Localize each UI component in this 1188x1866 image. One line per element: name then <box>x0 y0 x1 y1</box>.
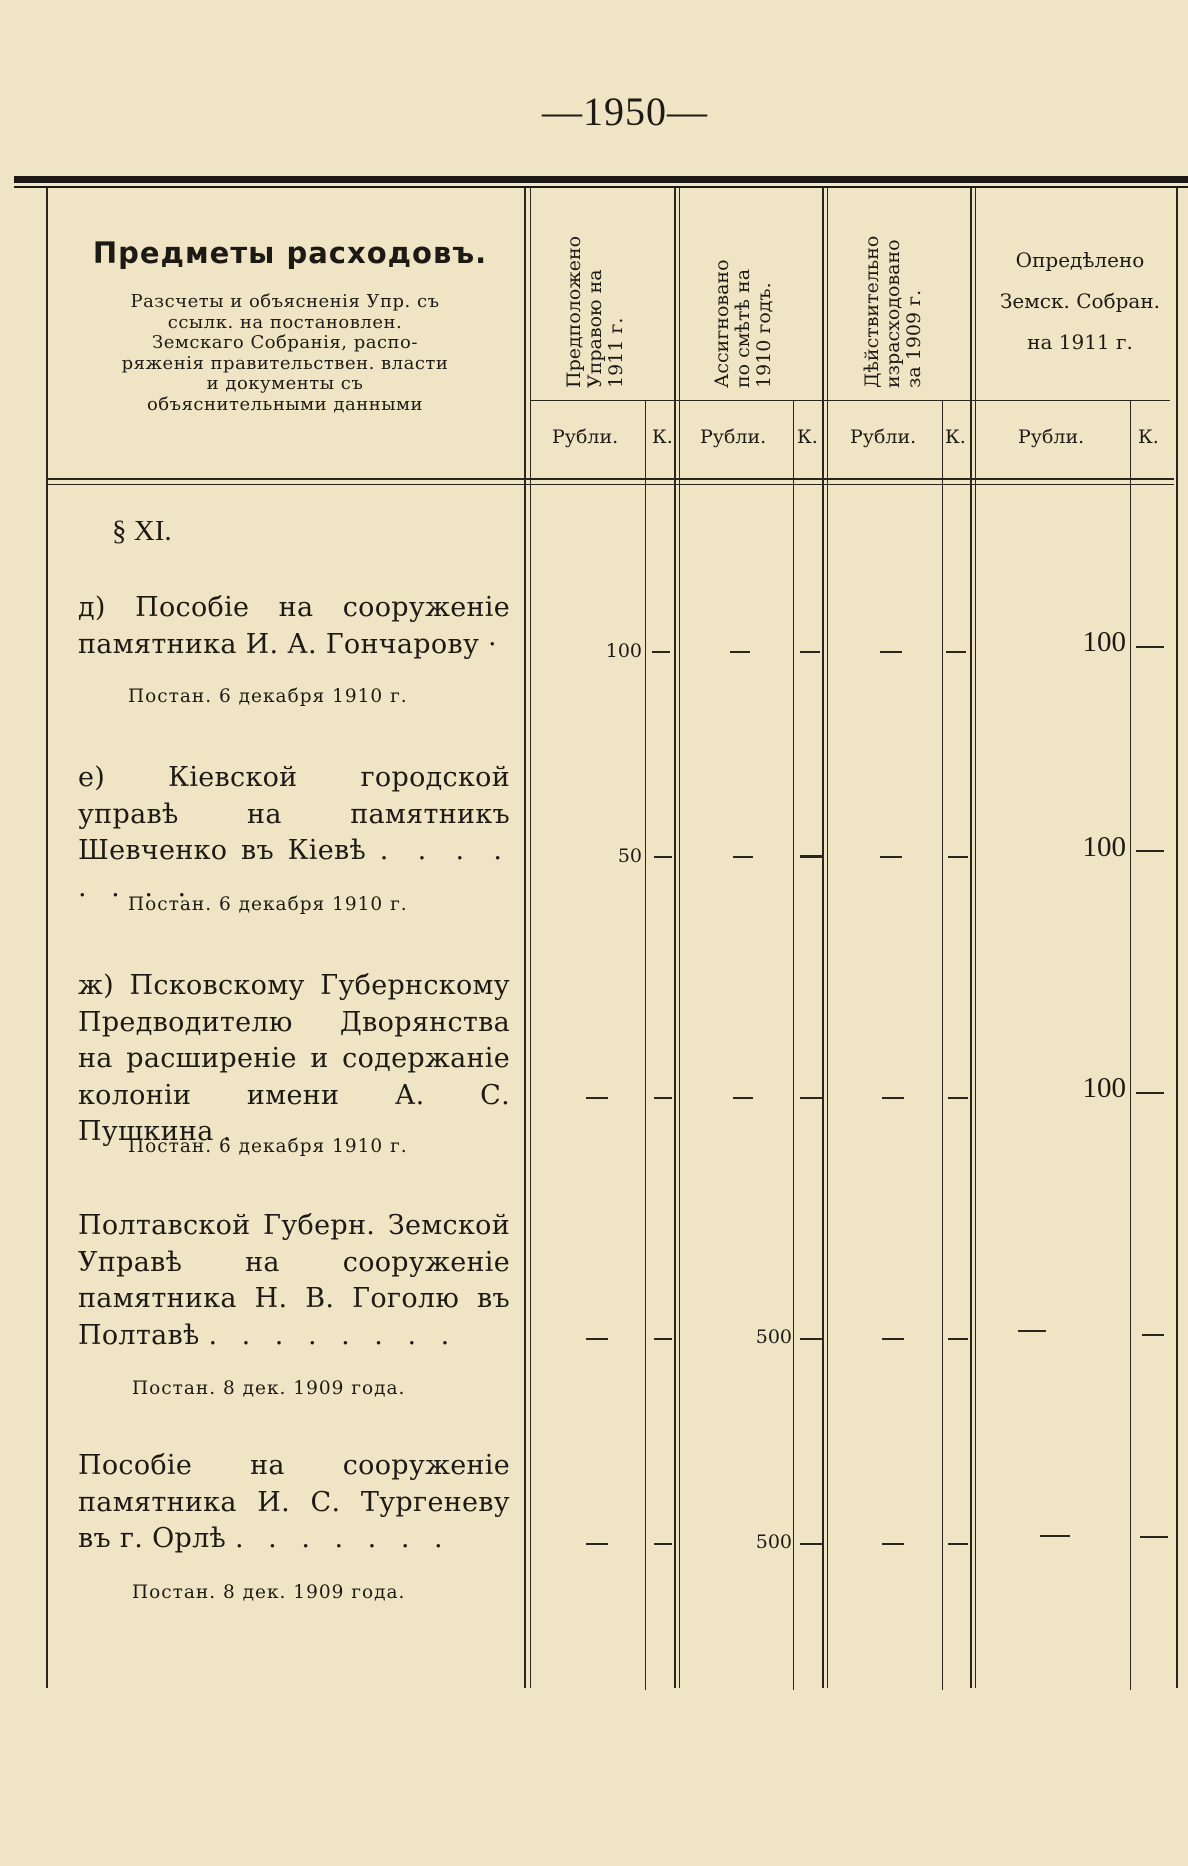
unit-kop-3: К. <box>945 426 966 448</box>
table-border-right <box>1176 188 1178 1688</box>
dash <box>730 651 750 653</box>
column-divider <box>970 188 972 1688</box>
item-text: Полтавской Губерн. Земской Управѣ на сооруженіе памятника Н. В. Гоголю въ Полтавѣ <box>78 1210 510 1351</box>
dash <box>882 1543 904 1545</box>
kopek-divider <box>645 400 646 1690</box>
kopek-divider <box>942 400 943 1690</box>
header-title: Предметы расходовъ. <box>92 236 488 270</box>
unit-rub-2: Рубли. <box>700 426 767 448</box>
item-note: Постан. 6 декабря 1910 г. <box>128 894 408 915</box>
unit-kop-2: К. <box>797 426 818 448</box>
cell-assigned: 500 <box>755 1531 792 1553</box>
item-note: Постан. 6 декабря 1910 г. <box>128 686 408 707</box>
dash <box>882 1338 904 1340</box>
cell-assigned: 500 <box>755 1326 792 1348</box>
column-divider <box>674 188 676 1688</box>
item-note: Постан. 6 декабря 1910 г. <box>128 1136 408 1157</box>
cell-determined: 100 <box>1082 831 1126 863</box>
expense-item <box>78 968 510 1151</box>
cell-determined: 100 <box>1082 626 1126 658</box>
dash <box>1040 1535 1070 1537</box>
dash <box>948 1338 968 1340</box>
header-subtitle: Разсчеты и объясненія Упр. съ ссылк. на постановлен. Земскаго Собранія, распо-ряженія правительствен. власти и документы съ объяснительными данными <box>121 291 449 415</box>
dash <box>880 856 902 858</box>
top-rule-thin <box>14 186 1188 188</box>
cell-determined: 100 <box>1082 1072 1126 1104</box>
dash <box>800 855 824 858</box>
dash <box>654 856 672 858</box>
unit-rub-3: Рубли. <box>850 426 917 448</box>
dash <box>586 1097 608 1099</box>
header-col-proposed: Предположено Управою на 1911 г. <box>563 235 627 388</box>
unit-rub-1: Рубли. <box>552 426 619 448</box>
dash <box>654 1338 672 1340</box>
item-text: д) Пособіе на сооруженіе памятника И. А. Гончарову · <box>78 592 510 660</box>
unit-kop-4: К. <box>1138 426 1159 448</box>
top-rule <box>14 176 1188 183</box>
expense-item <box>78 760 510 906</box>
table-border-left <box>46 188 48 1688</box>
dash <box>882 1097 904 1099</box>
item-text: ж) Псковскому Губернскому Предводителю Дворянства на расширеніе и содержаніе колоніи имени А. С. Пушкина . <box>78 970 510 1147</box>
dash <box>800 1543 822 1545</box>
dash <box>1140 1536 1168 1538</box>
dash <box>654 1097 672 1099</box>
leader-dots: . . . . . . . . <box>78 835 510 903</box>
dash <box>800 651 820 653</box>
header-col-determined <box>980 240 1180 363</box>
unit-kop-1: К. <box>652 426 673 448</box>
kopek-divider <box>793 400 794 1690</box>
item-note: Постан. 8 дек. 1909 года. <box>132 1582 406 1603</box>
header-rule <box>48 478 1174 480</box>
kopek-divider <box>1130 400 1131 1690</box>
dash <box>800 1097 822 1099</box>
expense-item <box>78 590 510 663</box>
dash <box>880 651 902 653</box>
item-note: Постан. 8 дек. 1909 года. <box>132 1378 406 1399</box>
dash <box>948 856 968 858</box>
dash <box>733 856 753 858</box>
header-col4-line2: Земск. Собран. <box>999 289 1161 313</box>
subheader-rule <box>530 400 1170 401</box>
dash <box>1142 1334 1164 1336</box>
header-rule-thin <box>48 484 1174 485</box>
dash <box>946 651 966 653</box>
section-mark: § XI. <box>112 515 172 547</box>
expense-item <box>78 1448 510 1558</box>
column-divider <box>679 188 680 1688</box>
expense-item <box>78 1208 510 1354</box>
header-col-assigned: Ассигновано по смѣтѣ на 1910 годъ. <box>711 259 775 388</box>
page-number: —1950— <box>542 89 708 134</box>
column-divider <box>524 188 526 1688</box>
unit-rub-4: Рубли. <box>1018 426 1085 448</box>
dash <box>733 1097 753 1099</box>
column-divider <box>530 188 531 1688</box>
dash <box>652 651 670 653</box>
header-col4-line3: на 1911 г. <box>1027 330 1133 354</box>
dash <box>800 1338 822 1340</box>
cell-proposed: 100 <box>605 640 642 662</box>
leader-dots: . . . . . . . <box>235 1523 451 1554</box>
dash <box>948 1543 968 1545</box>
column-divider <box>975 188 976 1688</box>
dash <box>1136 850 1164 852</box>
header-col-spent: Дѣйствительно израсходовано за 1909 г. <box>861 235 925 388</box>
dash <box>948 1097 968 1099</box>
dash <box>586 1338 608 1340</box>
leader-dots: . . . . . . . . <box>208 1319 458 1351</box>
item-text: е) Кіевской городской управѣ на памятникъ Шевченко въ Кіевѣ <box>78 762 510 866</box>
dash <box>1136 1092 1164 1094</box>
cell-proposed: 50 <box>617 845 642 867</box>
header-col4-line1: Опредѣлено <box>1015 248 1145 272</box>
dash <box>1018 1330 1046 1332</box>
dash <box>1136 646 1164 648</box>
column-divider <box>827 188 828 1688</box>
dash <box>586 1543 608 1545</box>
item-text: Пособіе на сооруженіе памятника И. С. Тургеневу въ г. Орлѣ <box>78 1450 510 1554</box>
dash <box>654 1543 672 1545</box>
column-divider <box>822 188 824 1688</box>
